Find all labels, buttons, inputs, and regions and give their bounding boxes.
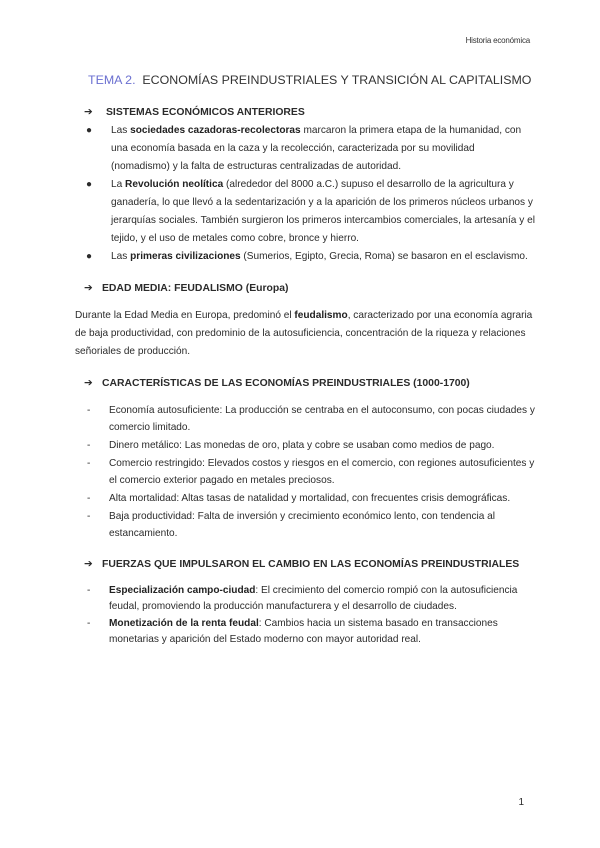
bullet-icon: ● xyxy=(86,125,93,136)
arrow-icon: ➔ xyxy=(84,378,93,389)
arrow-icon: ➔ xyxy=(84,559,93,570)
document-body xyxy=(75,104,535,649)
bullet-icon: ● xyxy=(86,179,93,190)
section-heading-sistemas xyxy=(84,104,535,122)
list-item: - Alta mortalidad: Altas tasas de natalidad y mortalidad, con frecuentes crisis demográficas. xyxy=(87,493,511,504)
list-item: - Monetización de la renta feudal: Cambios hacia un sistema basado en transacciones monetarias y aparición del Estado moderno con mayor autoridad real. xyxy=(87,618,498,645)
list-item: ● La Revolución neolítica (alrededor del 8000 a.C.) supuso el desarrollo de la agricultura y ganadería, lo que llevó a la sedentarización y a la aparición de los primeros núcleos urbanos y jerarquías sociales. También surgieron los primeros intercambios comerciales, la artesanía y el tejido, y el uso de metales como cobre, bronce y hierro. xyxy=(86,176,535,248)
paragraph-feudalismo: Durante la Edad Media en Europa, predominó el feudalismo, caracterizado por una economía agraria de baja productividad, con predominio de la autosuficiencia, concentración de la riqueza y relaciones señoriales de producción. xyxy=(75,310,533,357)
section-heading-caracteristicas xyxy=(84,375,535,393)
dash-list xyxy=(75,402,535,542)
page-title xyxy=(88,73,548,87)
arrow-icon: ➔ xyxy=(84,107,93,118)
list-item: - Especialización campo-ciudad: El crecimiento del comercio rompió con la autosuficiencia feudal, promoviendo la producción manufacturera y el desarrollo de ciudades. xyxy=(87,585,518,612)
section-heading-edad-media xyxy=(84,280,535,298)
section-heading-fuerzas xyxy=(84,556,535,574)
bullet-list xyxy=(75,122,535,266)
list-item: - Baja productividad: Falta de inversión y crecimiento económico lento, con tendencia al estancamiento. xyxy=(87,511,496,539)
section-title: CARACTERÍSTICAS DE LAS ECONOMÍAS PREINDUSTRIALES (1000-1700) xyxy=(102,378,470,389)
list-item: - Dinero metálico: Las monedas de oro, plata y cobre se usaban como medios de pago. xyxy=(87,440,495,451)
bullet-icon: ● xyxy=(86,251,93,262)
section-title: SISTEMAS ECONÓMICOS ANTERIORES xyxy=(106,107,305,118)
dash-list xyxy=(75,583,535,647)
list-item: ● Las primeras civilizaciones (Sumerios, Egipto, Grecia, Roma) se basaron en el esclavismo. xyxy=(86,248,535,266)
list-item: ● Las sociedades cazadoras-recolectoras marcaron la primera etapa de la humanidad, con una economía basada en la caza y la recolección, caracterizada por su movilidad (nomadismo) y la falta de estructuras centralizadas de autoridad. xyxy=(86,122,535,176)
title-text: ECONOMÍAS PREINDUSTRIALES Y TRANSICIÓN AL CAPITALISMO xyxy=(142,73,532,87)
running-header: Historia económica xyxy=(465,36,530,45)
arrow-icon: ➔ xyxy=(84,283,93,294)
page-number: 1 xyxy=(518,797,524,808)
list-item: - Comercio restringido: Elevados costos y riesgos en el comercio, con regiones autosuficientes y el comercio exterior pagado en metales preciosos. xyxy=(87,458,535,486)
title-label: TEMA 2. xyxy=(88,73,136,87)
section-title: EDAD MEDIA: FEUDALISMO (Europa) xyxy=(102,283,289,294)
section-title: FUERZAS QUE IMPULSARON EL CAMBIO EN LAS ECONOMÍAS PREINDUSTRIALES xyxy=(102,559,520,570)
list-item: - Economía autosuficiente: La producción se centraba en el autoconsumo, con pocas ciudades y comercio limitado. xyxy=(87,405,535,433)
